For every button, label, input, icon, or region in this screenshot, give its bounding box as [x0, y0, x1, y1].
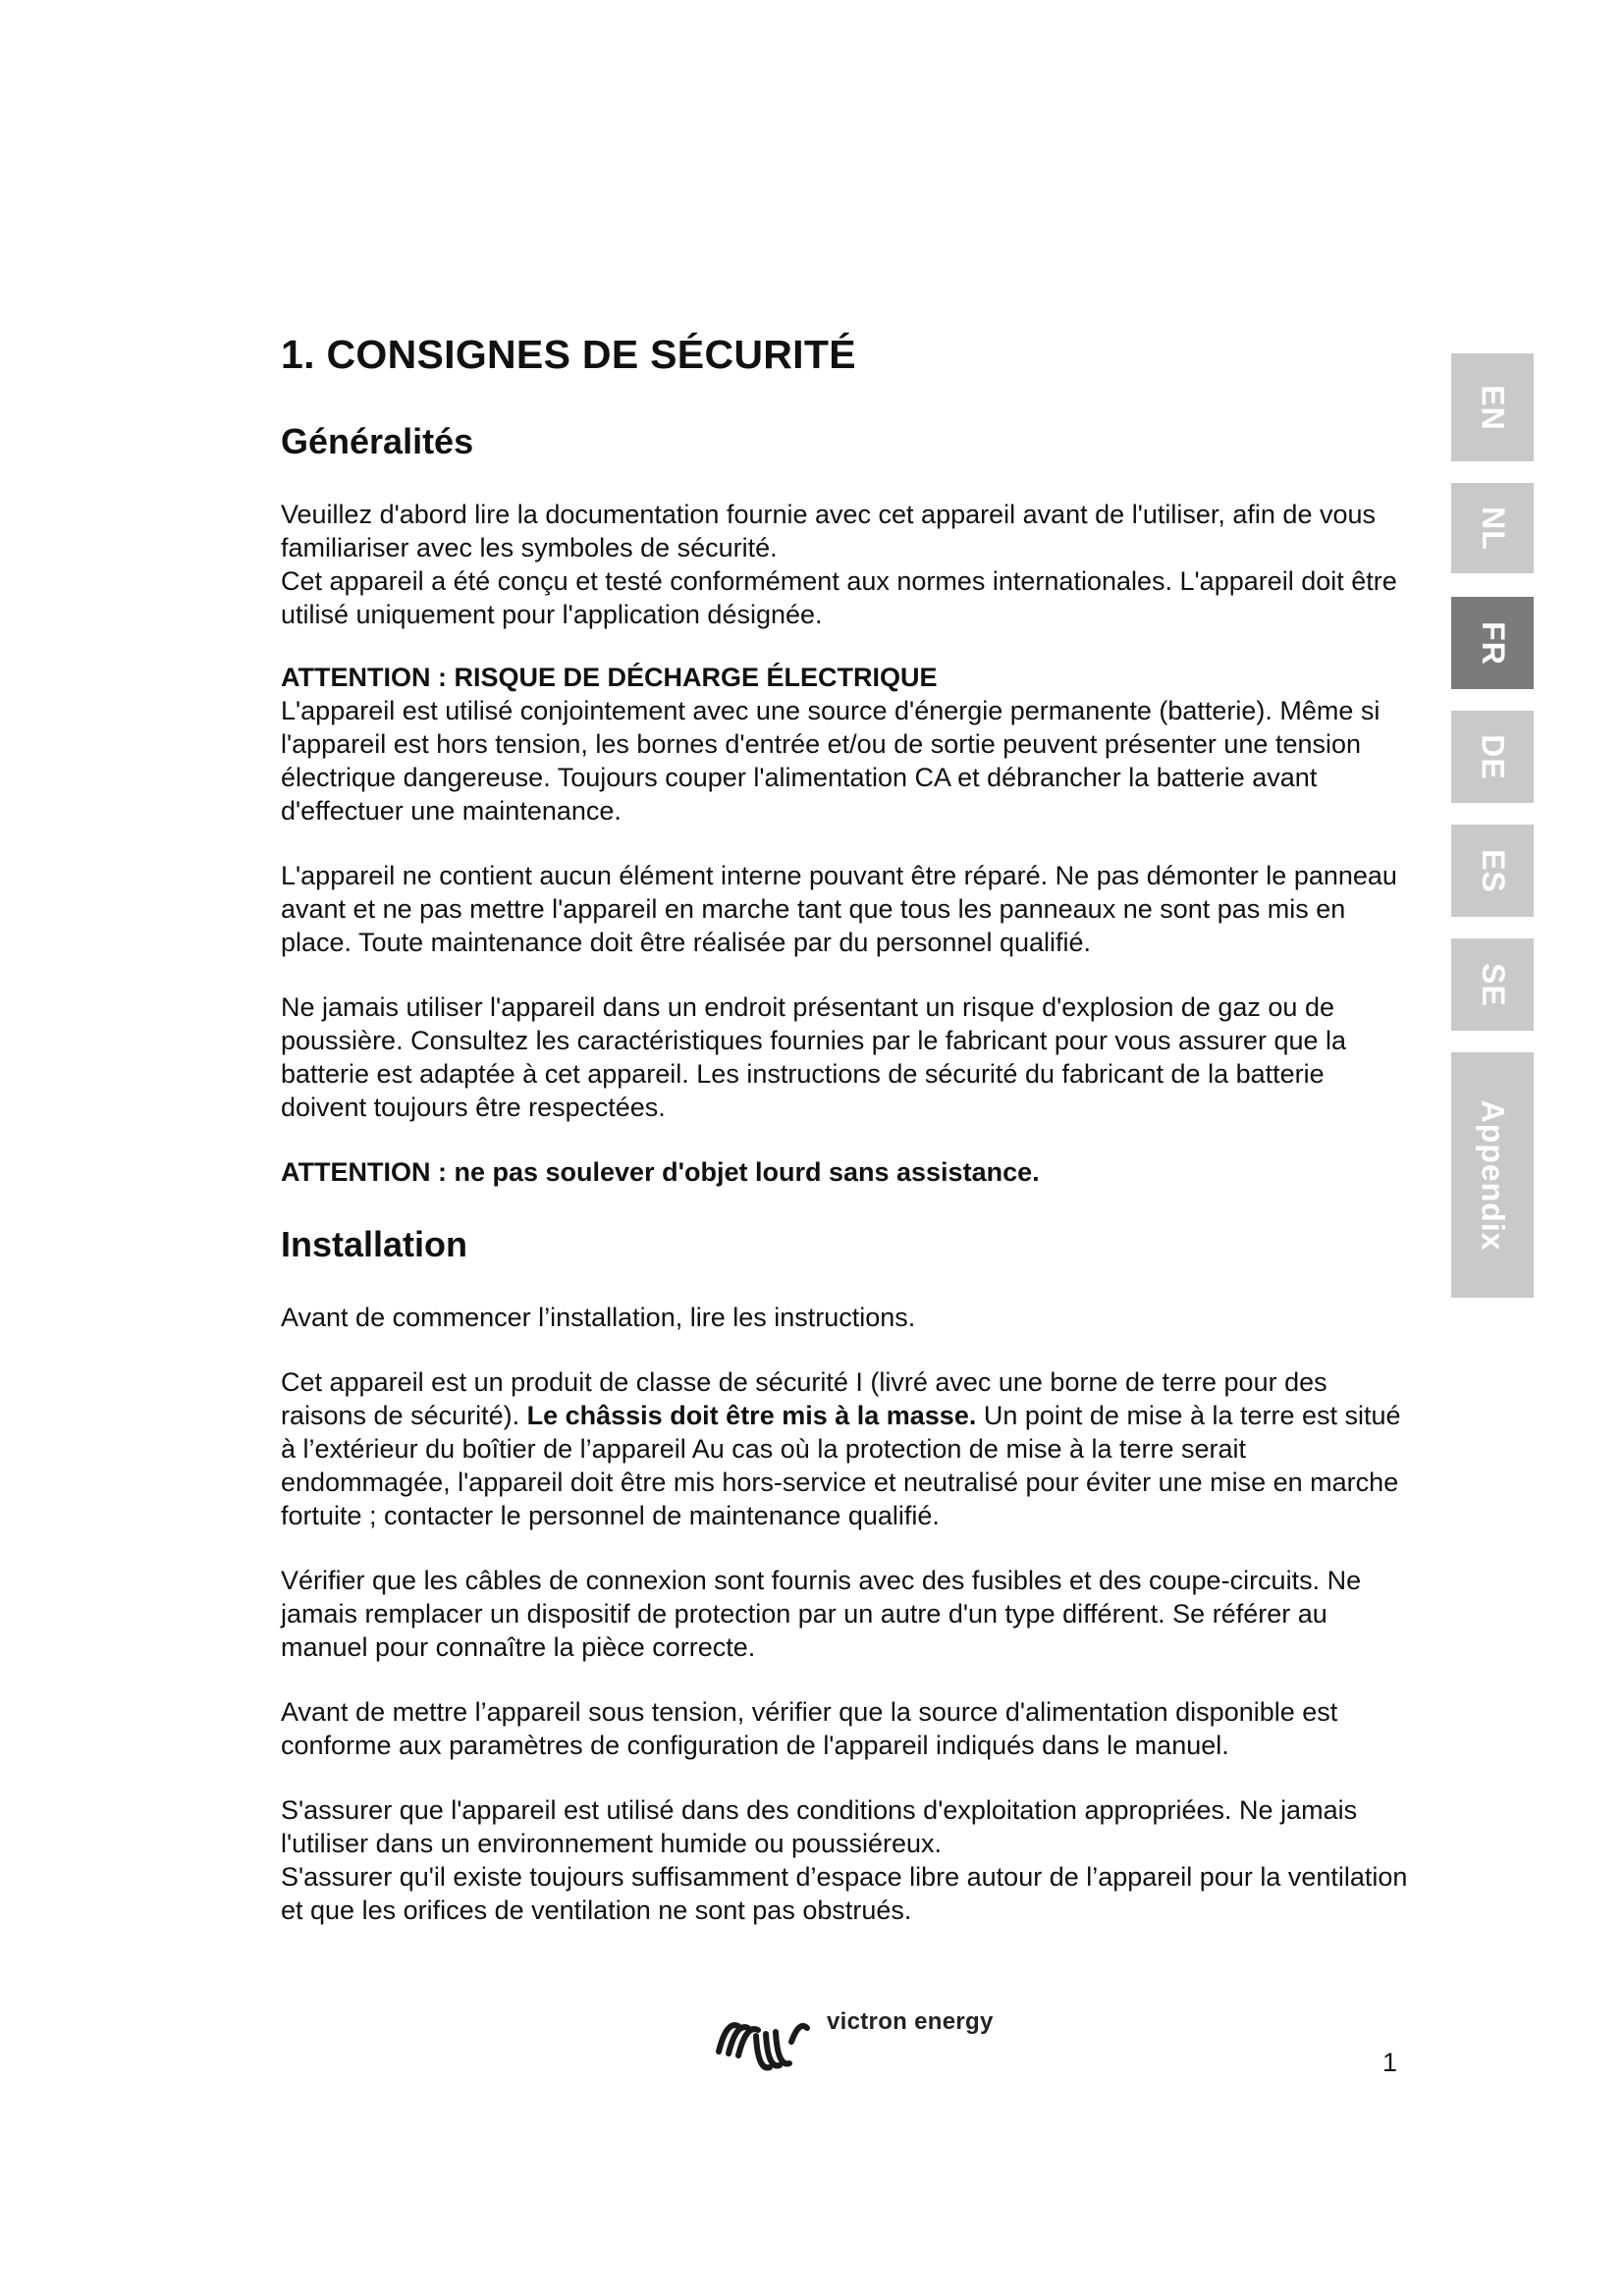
tab-label: FR	[1475, 620, 1511, 666]
warning-lifting: ATTENTION : ne pas soulever d'objet lourd sans assistance.	[281, 1157, 1040, 1187]
tab-es[interactable]	[1451, 825, 1534, 917]
tab-label: EN	[1475, 384, 1511, 431]
text-run: Un point de mise à la terre est situé à l’extérieur du boîtier de l’appareil Au cas où la protection de mise à la terre serait endommagée, l'appareil doit être mis hors-service et neutralisé pour éviter une mise en marche fortuite ; contacter le personnel de maintenance qualifié.	[281, 1401, 1401, 1530]
warning-title: ATTENTION : RISQUE DE DÉCHARGE ÉLECTRIQUE	[281, 663, 938, 692]
text-run: Cet appareil est un produit de classe de sécurité I (livré avec une borne de terre pour des raisons de sécurité).	[281, 1367, 1327, 1430]
document-body	[281, 332, 1410, 1958]
logo-text: victron energy	[827, 2008, 994, 2035]
tab-label: NL	[1475, 506, 1511, 551]
page-number: 1	[1382, 2048, 1398, 2077]
language-tabs	[1451, 0, 1534, 2296]
bold-text-chassis: Le châssis doit être mis à la masse.	[526, 1401, 977, 1430]
tab-se[interactable]	[1451, 938, 1534, 1031]
paragraph: Ne jamais utiliser l'appareil dans un endroit présentant un risque d'explosion de gaz ou de poussière. Consultez les caractéristiques fournies par le fabricant pour vous assurer que la batterie est adaptée à cet appareil. Les instructions de sécurité du fabricant de la batterie doivent toujours être respectées.	[281, 992, 1347, 1122]
tab-en[interactable]	[1451, 353, 1534, 461]
tab-de[interactable]	[1451, 711, 1534, 803]
paragraph-grounding	[281, 1365, 1410, 1532]
section-heading-installation: Installation	[281, 1224, 468, 1264]
section-heading-generalites: Généralités	[281, 421, 474, 461]
tab-label: ES	[1475, 848, 1511, 893]
paragraph: L'appareil ne contient aucun élément interne pouvant être réparé. Ne pas démonter le panneau avant et ne pas mettre l'appareil en marche tant que tous les panneaux ne sont pas mis en place. Toute maintenance doit être réalisée par du personnel qualifié.	[281, 861, 1397, 957]
paragraph: Avant de mettre l’appareil sous tension, vérifier que la source d'alimentation disponible est conforme aux paramètres de configuration de l'appareil indiqués dans le manuel.	[281, 1697, 1338, 1760]
page-title: 1. CONSIGNES DE SÉCURITÉ	[281, 332, 856, 377]
paragraph: Avant de commencer l’installation, lire les instructions.	[281, 1303, 916, 1332]
tab-label: Appendix	[1475, 1099, 1511, 1251]
tab-appendix[interactable]	[1451, 1052, 1534, 1298]
paragraph: Cet appareil a été conçu et testé conformément aux normes internationales. L'appareil doit être utilisé uniquement pour l'application désignée.	[281, 566, 1397, 629]
tab-fr[interactable]	[1451, 597, 1534, 689]
tab-label: DE	[1475, 733, 1511, 780]
paragraph: S'assurer qu'il existe toujours suffisamment d’espace libre autour de l’appareil pour la ventilation et que les orifices de ventilation ne sont pas obstrués.	[281, 1862, 1408, 1925]
victron-energy-logo	[709, 2002, 1003, 2091]
warning-text: L'appareil est utilisé conjointement avec une source d'énergie permanente (batterie). Même si l'appareil est hors tension, les bornes d'entrée et/ou de sortie peuvent présenter une tension électrique dangereuse. Toujours couper l'alimentation CA et débrancher la batterie avant d'effectuer une maintenance.	[281, 696, 1380, 826]
paragraph: S'assurer que l'appareil est utilisé dans des conditions d'exploitation appropriées. Ne jamais l'utiliser dans un environnement humide ou poussiéreux.	[281, 1795, 1358, 1858]
paragraph: Vérifier que les câbles de connexion sont fournis avec des fusibles et des coupe-circuits. Ne jamais remplacer un dispositif de protection par un autre d'un type différent. Se référer au manuel pour connaître la pièce correcte.	[281, 1566, 1362, 1662]
paragraph: Veuillez d'abord lire la documentation fournie avec cet appareil avant de l'utiliser, afin de vous familiariser avec les symboles de sécurité.	[281, 500, 1376, 562]
victron-logo-icon	[709, 2012, 819, 2081]
tab-nl[interactable]	[1451, 483, 1534, 573]
tab-label: SE	[1475, 962, 1511, 1007]
